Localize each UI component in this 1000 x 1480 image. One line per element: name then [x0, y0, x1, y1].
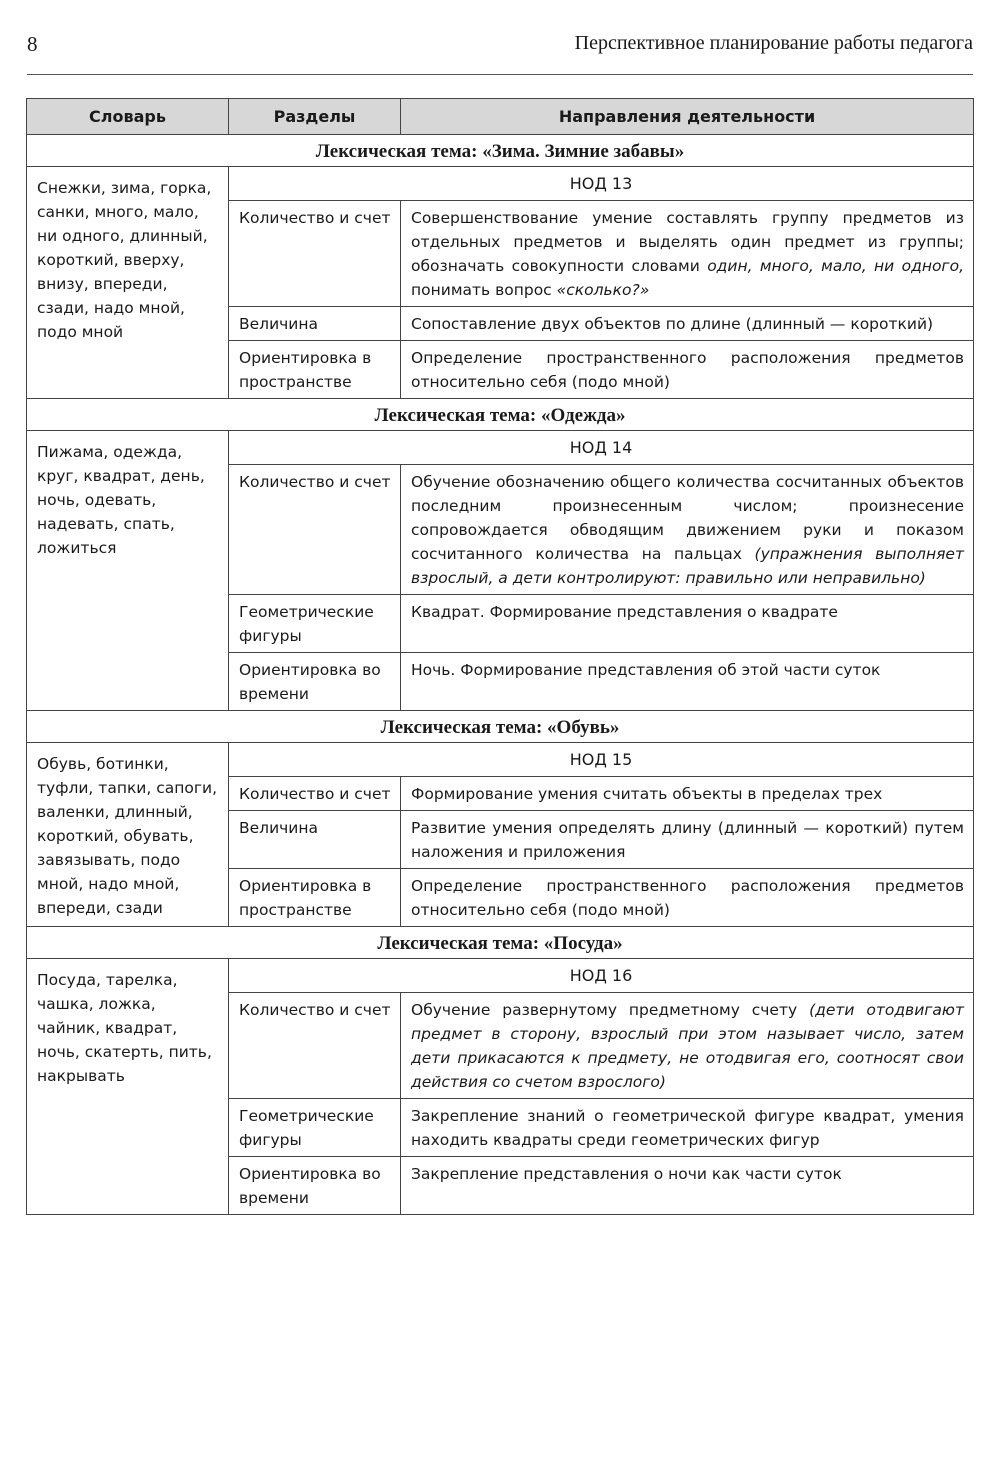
section-cell: Ориентировка в пространстве — [229, 869, 401, 927]
activity-cell: Совершенствование умение составлять группу предметов из отдельных предметов и выделять один предмет из группы; обозначать совокупности словами один, много, мало, ни одного, понимать вопрос «сколько?» — [401, 201, 974, 307]
theme-title: Лексическая тема: «Зима. Зимние забавы» — [27, 135, 974, 167]
activity-cell: Обучение обозначению общего количества сосчитанных объектов последним произнесенным числом; произнесение сопровождается обводящим движением руки и показом сосчитанного количества на пальцах (упражнения выполняет взрослый, а дети контролируют: правильно или неправильно) — [401, 465, 974, 595]
theme-row — [27, 135, 974, 167]
nod-label: НОД 13 — [229, 167, 974, 201]
vocabulary-cell: Посуда, тарелка, чашка, ложка, чайник, квадрат, ночь, скатерть, пить, накрывать — [27, 959, 229, 1215]
section-cell: Количество и счет — [229, 993, 401, 1099]
table-row — [27, 743, 974, 777]
activity-cell: Определение пространственного расположения предметов относительно себя (подо мной) — [401, 869, 974, 927]
section-cell: Ориентировка во времени — [229, 1157, 401, 1215]
nod-label: НОД 15 — [229, 743, 974, 777]
section-cell: Ориентировка во времени — [229, 653, 401, 711]
theme-row — [27, 711, 974, 743]
section-cell: Величина — [229, 307, 401, 341]
table-row — [27, 431, 974, 465]
vocabulary-cell: Обувь, ботинки, туфли, тапки, сапоги, валенки, длинный, короткий, обувать, завязывать, подо мной, надо мной, впереди, сзади — [27, 743, 229, 927]
theme-row — [27, 399, 974, 431]
theme-title: Лексическая тема: «Посуда» — [27, 927, 974, 959]
activity-cell: Определение пространственного расположения предметов относительно себя (подо мной) — [401, 341, 974, 399]
section-cell: Геометрические фигуры — [229, 595, 401, 653]
vocabulary-cell: Пижама, одежда, круг, квадрат, день, ночь, одевать, надевать, спать, ложиться — [27, 431, 229, 711]
section-cell: Количество и счет — [229, 777, 401, 811]
activity-cell: Закрепление знаний о геометрической фигуре квадрат, умения находить квадраты среди геометрических фигур — [401, 1099, 974, 1157]
activity-cell: Ночь. Формирование представления об этой части суток — [401, 653, 974, 711]
activity-cell: Сопоставление двух объектов по длине (длинный — короткий) — [401, 307, 974, 341]
section-cell: Количество и счет — [229, 201, 401, 307]
activity-cell: Обучение развернутому предметному счету (дети отодвигают предмет в сторону, взрослый при этом называет число, затем дети прикасаются к предмету, не отодвигая его, соотносят свои действия со счетом взрослого) — [401, 993, 974, 1099]
section-cell: Ориентировка в пространстве — [229, 341, 401, 399]
section-cell: Величина — [229, 811, 401, 869]
vocabulary-cell: Снежки, зима, горка, санки, много, мало, ни одного, длинный, короткий, вверху, внизу, впереди, сзади, надо мной, подо мной — [27, 167, 229, 399]
table-header-row — [27, 99, 974, 135]
column-header-vocabulary: Словарь — [27, 99, 229, 135]
activity-cell: Квадрат. Формирование представления о квадрате — [401, 595, 974, 653]
section-cell: Количество и счет — [229, 465, 401, 595]
page-header — [27, 32, 973, 75]
column-header-sections: Разделы — [229, 99, 401, 135]
table-row — [27, 959, 974, 993]
nod-label: НОД 14 — [229, 431, 974, 465]
activity-cell: Формирование умения считать объекты в пределах трех — [401, 777, 974, 811]
table-row — [27, 167, 974, 201]
theme-title: Лексическая тема: «Одежда» — [27, 399, 974, 431]
section-cell: Геометрические фигуры — [229, 1099, 401, 1157]
planning-table — [26, 98, 974, 1215]
activity-cell: Закрепление представления о ночи как части суток — [401, 1157, 974, 1215]
nod-label: НОД 16 — [229, 959, 974, 993]
theme-row — [27, 927, 974, 959]
page-number: 8 — [27, 32, 38, 56]
activity-cell: Развитие умения определять длину (длинный — короткий) путем наложения и приложения — [401, 811, 974, 869]
column-header-activities: Направления деятельности — [401, 99, 974, 135]
running-title: Перспективное планирование работы педагога — [574, 32, 973, 54]
theme-title: Лексическая тема: «Обувь» — [27, 711, 974, 743]
